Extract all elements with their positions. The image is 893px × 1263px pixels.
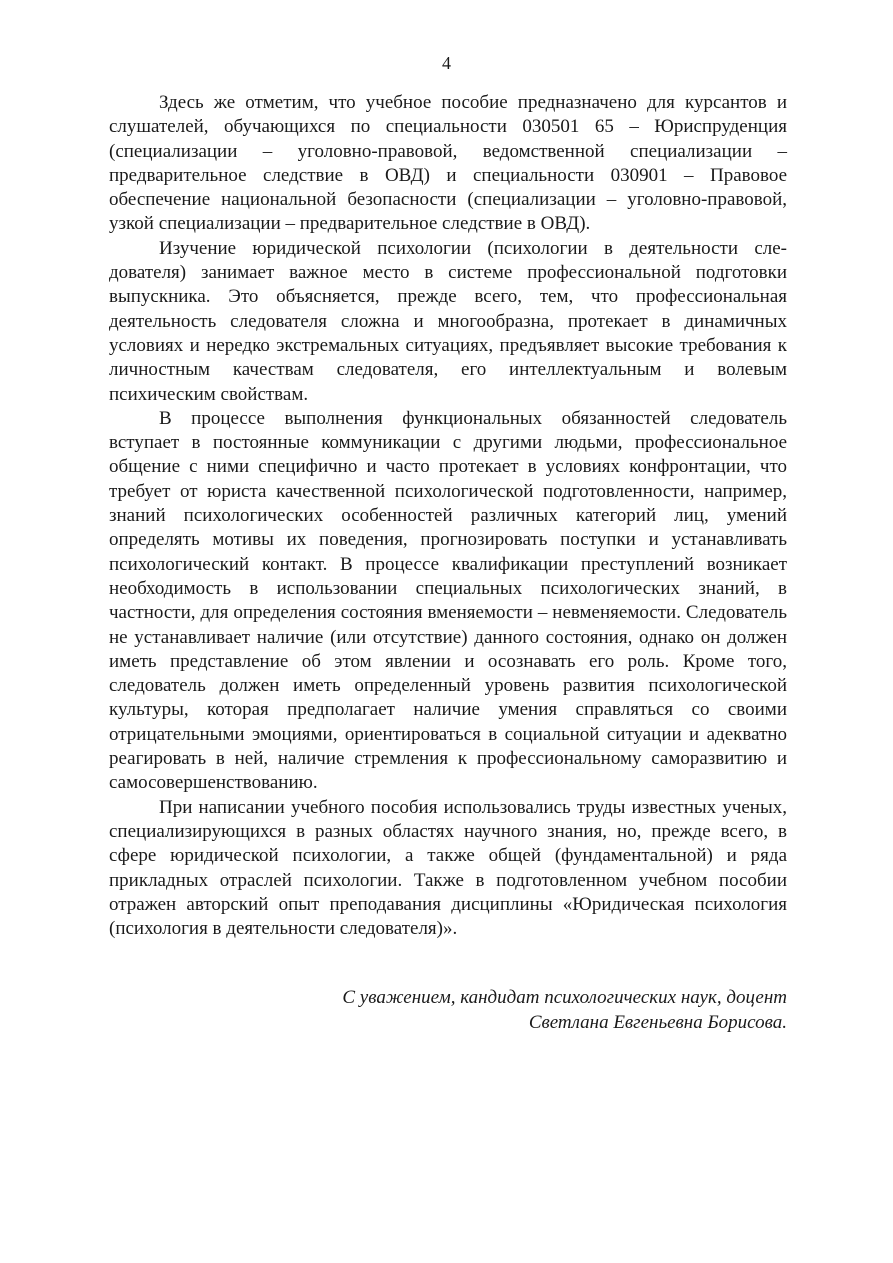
signature-block bbox=[109, 986, 787, 1035]
paragraph-study-importance: Изучение юридической психологии (психологии в деятельности следователя) занимает важное место в системе профессиональной подготовки выпускника. Это объясняется, прежде всего, тем, что профессиональная деятельность следователя сложна и многообразна, протекает в динамичных условиях и нередко экстремальных ситуациях, предъявляет высокие требования к личностным качествам следователя, его интеллектуальным и волевым психическим свойствам. bbox=[109, 237, 787, 405]
paragraph-professional-communication: В процессе выполнения функциональных обязанностей следователь вступает в постоянные коммуникации с другими людьми, профессиональное общение с ними специфично и часто протекает в условиях конфронтации, что требует от юриста качественной психологической подготовленности, например, знаний психологических особенностей различных категорий лиц, умений определять мотивы их поведения, прогнозировать поступки и устанавливать психологический контакт. В процессе квалификации преступлений возникает необходимость в использовании специальных психологических знаний, в частности, для определения состояния вменяемости – невменяемости. Следователь не устанавливает наличие (или отсутствие) данного состояния, однако он должен иметь представление об этом явлении и осознавать его роль. Кроме того, следователь должен иметь определенный уровень развития психологической культуры, которая предполагает наличие умения справляться со своими отрицательными эмоциями, ориентироваться в социальной ситуации и адекватно реагировать в ней, наличие стремления к профессиональному саморазвитию и самосовершенствованию. bbox=[109, 407, 787, 794]
paragraph-sources: При написании учебного пособия использовались труды известных ученых, специализирующихся в разных областях научного знания, но, прежде всего, в сфере юридической психологии, а также общей (фундаментальной) и ряда прикладных отраслей психологии. Также в подготовленном учебном пособии отражен авторский опыт преподавания дисциплины «Юридическая психология (психология в деятельности следователя)». bbox=[109, 796, 787, 940]
signature-title: С уважением, кандидат психологических наук, доцент bbox=[342, 987, 787, 1008]
page-number: 4 bbox=[442, 53, 451, 73]
body-text bbox=[109, 91, 787, 941]
signature-author-name: Светлана Евгеньевна Борисова. bbox=[528, 1011, 787, 1033]
paragraph-intended-audience: Здесь же отметим, что учебное пособие предназначено для курсантов и слушателей, обучающихся по специальности 030501 65 – Юриспруденция (специализации – уголовно-правовой, ведомственной специализации – предварительное следствие в ОВД) и специальности 030901 – Правовое обеспечение национальной безопасности (специализации – уголовно-правовой, узкой специализации – предварительное следствие в ОВД). bbox=[109, 92, 787, 235]
